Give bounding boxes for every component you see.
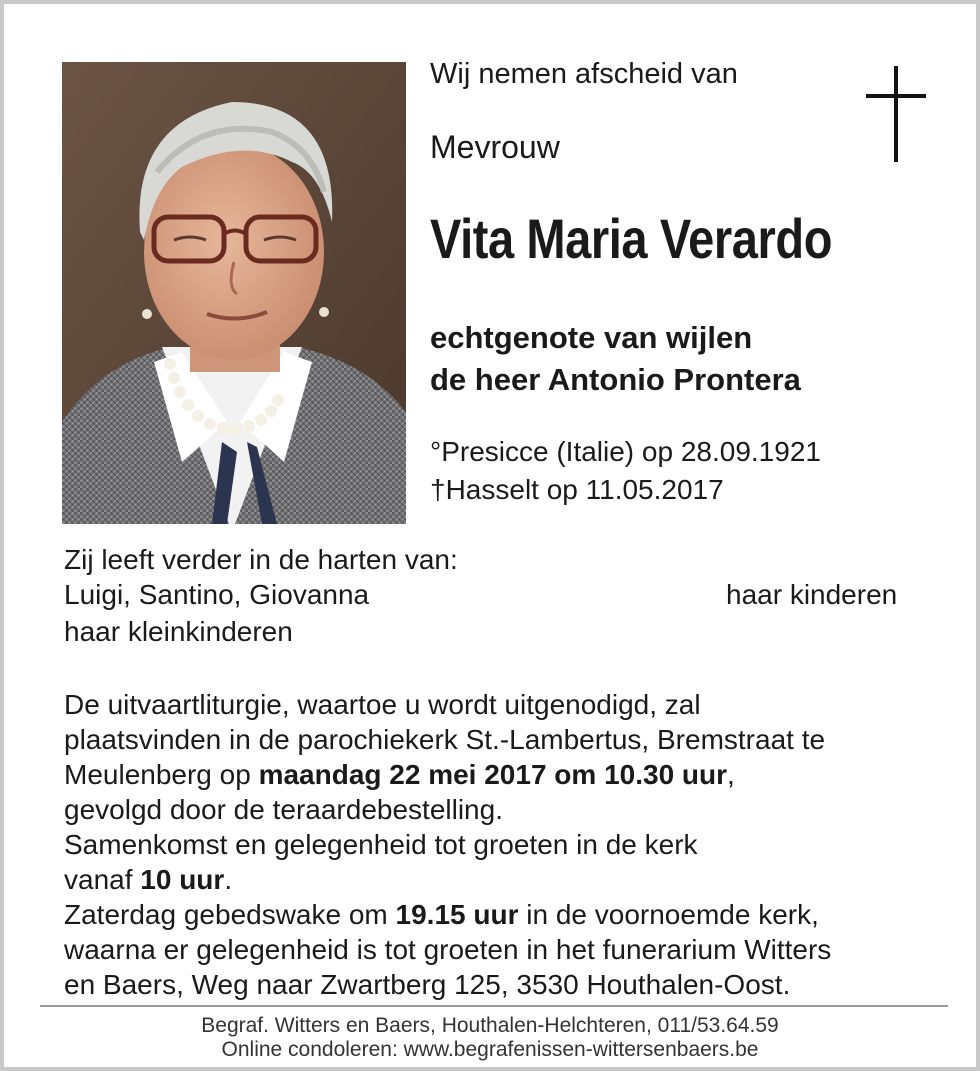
funeral-line: en Baers, Weg naar Zwartberg 125, 3530 Houthalen-Oost. — [64, 969, 791, 1000]
honorific: Mevrouw — [430, 129, 560, 165]
portrait-photo — [62, 62, 406, 524]
survived-by-intro: Zij leeft verder in de harten van: — [64, 544, 458, 575]
children-names: Luigi, Santino, Giovanna — [64, 579, 370, 610]
death-info: †Hasselt op 11.05.2017 — [430, 474, 724, 505]
funeral-line: gevolgd door de teraardebestelling. — [64, 794, 503, 825]
intro-text: Wij nemen afscheid van — [430, 58, 738, 90]
deceased-name: Vita Maria Verardo — [430, 207, 833, 270]
spouse-line-1: echtgenote van wijlen — [430, 320, 753, 355]
gathering-time: 10 uur — [140, 864, 225, 895]
funeral-line: waarna er gelegenheid is tot groeten in het funerarium Witters — [64, 934, 832, 965]
funeral-line: De uitvaartliturgie, waartoe u wordt uitgenodigd, zal — [64, 689, 701, 720]
condolence-link[interactable]: Online condoleren: www.begrafenissen-wittersenbaers.be — [221, 1038, 759, 1061]
birth-info: °Presicce (Italie) op 28.09.1921 — [430, 436, 821, 467]
funeral-home-info: Begraf. Witters en Baers, Houthalen-Helchteren, 011/53.64.59 — [201, 1014, 779, 1037]
footer-divider — [40, 1005, 948, 1007]
spouse-line-2: de heer Antonio Prontera — [430, 362, 801, 397]
funeral-line: Meulenberg op maandag 22 mei 2017 om 10.30 uur, — [64, 759, 735, 790]
funeral-line: Zaterdag gebedswake om 19.15 uur in de voornoemde kerk, — [64, 899, 819, 930]
vigil-time: 19.15 uur — [395, 899, 519, 930]
funeral-line: vanaf 10 uur. — [64, 864, 233, 895]
cross-icon — [866, 66, 926, 162]
funeral-line: Samenkomst en gelegenheid tot groeten in de kerk — [64, 829, 698, 860]
funeral-line: plaatsvinden in de parochiekerk St.-Lambertus, Bremstraat te — [64, 724, 826, 755]
grandchildren: haar kleinkinderen — [64, 616, 293, 647]
funeral-datetime: maandag 22 mei 2017 om 10.30 uur — [258, 759, 728, 790]
children-relation: haar kinderen — [726, 579, 898, 610]
